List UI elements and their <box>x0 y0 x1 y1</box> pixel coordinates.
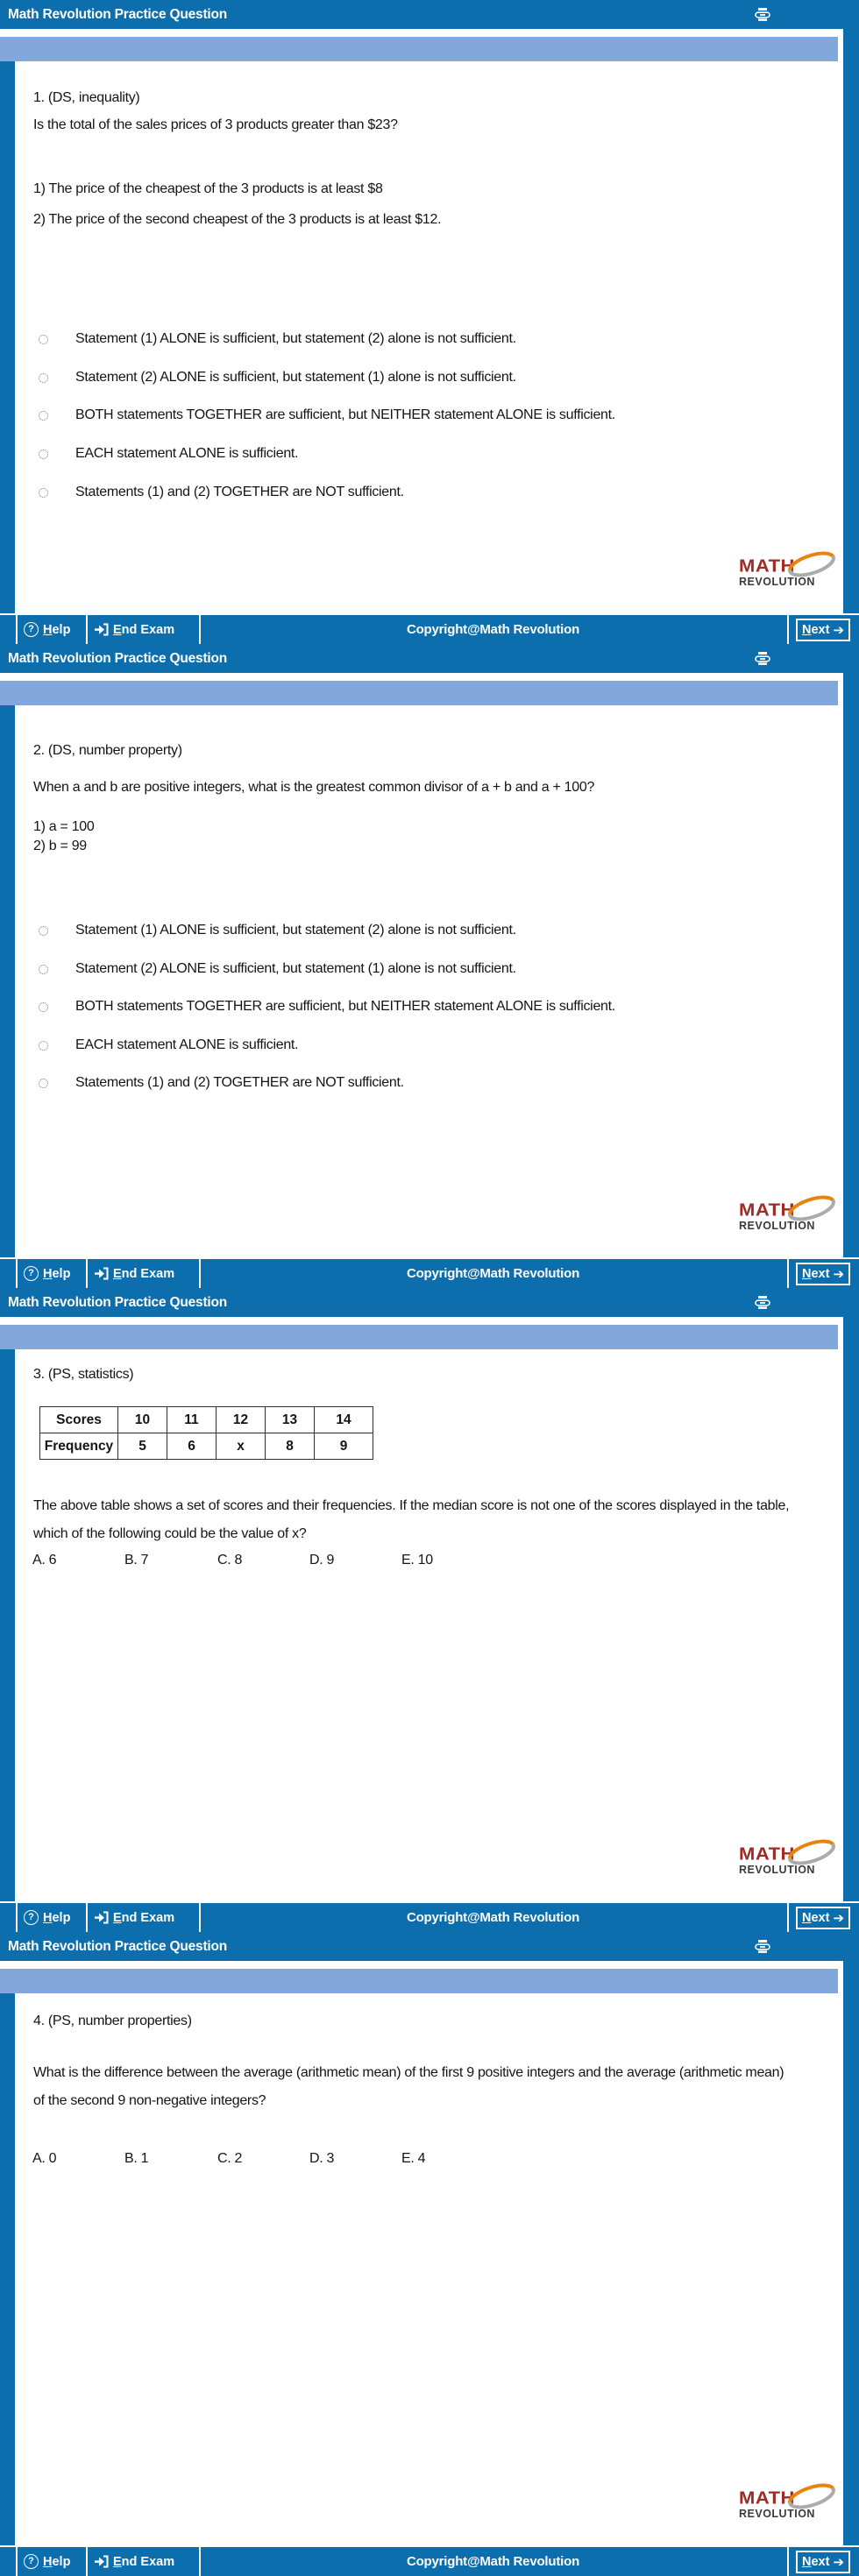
choice-c[interactable]: C. 8 <box>217 1553 243 1568</box>
logo-swoosh-icon <box>784 1193 839 1223</box>
next-button-label: Next <box>802 623 830 637</box>
footer-separator <box>86 615 88 644</box>
choice-e[interactable]: E. 10 <box>401 1553 433 1568</box>
scores-header-row <box>40 1407 373 1433</box>
radio-button[interactable] <box>39 1002 48 1012</box>
table-cell: 8 <box>266 1433 315 1460</box>
logo-revolution-text: REVOLUTION <box>739 1864 815 1876</box>
question-label: 4. (PS, number properties) <box>33 2013 192 2028</box>
question-stem: What is the difference between the average (arithmetic mean) of the first 9 positive integers and the average (arithmetic mean) of the second 9 non-negative integers? <box>33 2065 784 2108</box>
header-band <box>0 1325 838 1349</box>
footer-toolbar <box>0 2545 859 2576</box>
help-button[interactable] <box>24 2547 70 2576</box>
next-arrow-icon: ➔ <box>833 622 845 638</box>
header-band <box>0 1969 838 1993</box>
end-exam-icon <box>94 623 109 636</box>
question-panel-4 <box>0 1932 859 2576</box>
table-cell: 13 <box>266 1407 315 1433</box>
question-paper <box>0 673 843 1257</box>
copyright-text: Copyright@Math Revolution <box>406 2554 580 2569</box>
answer-option-label: Statement (2) ALONE is sufficient, but statement (1) alone is not sufficient. <box>75 961 516 976</box>
radio-button[interactable] <box>39 335 48 344</box>
table-cell: 5 <box>118 1433 167 1460</box>
question-label: 1. (DS, inequality) <box>33 90 140 105</box>
next-button[interactable] <box>796 1263 850 1285</box>
logo-revolution-text: REVOLUTION <box>739 1220 815 1232</box>
table-cell: 6 <box>167 1433 217 1460</box>
scores-table <box>39 1406 373 1460</box>
choice-c[interactable]: C. 2 <box>217 2151 243 2166</box>
help-button-label: Help <box>43 2554 71 2569</box>
answer-option-row <box>39 1075 404 1091</box>
window-titlebar <box>0 1288 859 1317</box>
footer-toolbar <box>0 1901 859 1932</box>
footer-separator <box>16 1903 18 1932</box>
logo-math-text: MATH <box>739 1200 795 1220</box>
help-button[interactable] <box>24 1903 70 1932</box>
math-revolution-logo <box>739 2488 841 2533</box>
copyright-text: Copyright@Math Revolution <box>406 622 580 637</box>
choice-e[interactable]: E. 4 <box>401 2151 426 2166</box>
end-exam-button[interactable] <box>94 615 174 644</box>
help-button-label: Help <box>43 1910 71 1925</box>
answer-choices <box>0 1553 843 1572</box>
frequency-row <box>40 1433 373 1460</box>
radio-button[interactable] <box>39 1041 48 1051</box>
end-exam-button[interactable] <box>94 1259 174 1288</box>
answer-option-label: Statement (1) ALONE is sufficient, but statement (2) alone is not sufficient. <box>75 923 516 938</box>
header-band <box>0 681 838 705</box>
math-revolution-logo <box>739 556 841 601</box>
answer-option-row <box>39 370 516 386</box>
radio-button[interactable] <box>39 488 48 498</box>
next-button[interactable] <box>796 619 850 641</box>
left-margin-strip <box>0 61 15 613</box>
copyright-text: Copyright@Math Revolution <box>406 1910 580 1925</box>
question-label: 3. (PS, statistics) <box>33 1367 134 1382</box>
answer-option-label: Statements (1) and (2) TOGETHER are NOT sufficient. <box>75 1075 404 1090</box>
logo-swoosh-icon <box>784 549 839 579</box>
window-title: Math Revolution Practice Question <box>8 1939 228 1954</box>
footer-separator <box>86 1259 88 1288</box>
window-titlebar <box>0 644 859 673</box>
logo-swoosh-icon <box>784 1837 839 1867</box>
window-titlebar <box>0 1932 859 1961</box>
question-paper <box>0 29 843 613</box>
printer-icon[interactable] <box>755 1939 770 1954</box>
left-margin-strip <box>0 1993 15 2545</box>
left-margin-strip <box>0 1349 15 1901</box>
table-cell: 14 <box>315 1407 373 1433</box>
table-cell: 10 <box>118 1407 167 1433</box>
printer-icon[interactable] <box>755 651 770 666</box>
table-cell: 11 <box>167 1407 217 1433</box>
end-exam-button[interactable] <box>94 2547 174 2576</box>
end-exam-button-label: End Exam <box>113 622 175 637</box>
answer-option-row <box>39 999 615 1015</box>
footer-separator <box>16 2547 18 2576</box>
answer-option-row <box>39 1037 298 1053</box>
end-exam-button-label: End Exam <box>113 2554 175 2569</box>
answer-option-label: Statement (1) ALONE is sufficient, but statement (2) alone is not sufficient. <box>75 331 516 346</box>
footer-separator <box>787 1903 789 1932</box>
next-arrow-icon: ➔ <box>833 1910 845 1926</box>
end-exam-button-label: End Exam <box>113 1266 175 1281</box>
answer-option-label: EACH statement ALONE is sufficient. <box>75 1037 299 1052</box>
help-icon: ? <box>24 622 39 637</box>
radio-button[interactable] <box>39 965 48 974</box>
left-margin-strip <box>0 705 15 1257</box>
radio-button[interactable] <box>39 926 48 936</box>
footer-toolbar <box>0 1257 859 1288</box>
answer-option-label: BOTH statements TOGETHER are sufficient, but NEITHER statement ALONE is sufficient. <box>75 407 615 422</box>
footer-separator <box>86 1903 88 1932</box>
logo-swoosh-icon <box>784 2481 839 2511</box>
window-titlebar <box>0 0 859 29</box>
statement-1: 1) The price of the cheapest of the 3 products is at least $8 <box>33 181 383 196</box>
help-button-label: Help <box>43 1266 71 1281</box>
logo-revolution-text: REVOLUTION <box>739 2508 815 2520</box>
next-arrow-icon: ➔ <box>833 2554 845 2570</box>
answer-option-label: BOTH statements TOGETHER are sufficient, but NEITHER statement ALONE is sufficient. <box>75 999 615 1014</box>
choice-a[interactable]: A. 6 <box>32 1553 57 1568</box>
radio-button[interactable] <box>39 1079 48 1088</box>
answer-option-row <box>39 485 404 500</box>
end-exam-button[interactable] <box>94 1903 174 1932</box>
footer-separator <box>787 1259 789 1288</box>
question-paper <box>0 1317 843 1901</box>
end-exam-button-label: End Exam <box>113 1910 175 1925</box>
help-icon: ? <box>24 1910 39 1925</box>
footer-separator <box>16 615 18 644</box>
help-icon: ? <box>24 2554 39 2569</box>
window-title: Math Revolution Practice Question <box>8 651 228 666</box>
window-title: Math Revolution Practice Question <box>8 1295 228 1310</box>
table-cell: 12 <box>217 1407 266 1433</box>
answer-option-label: Statements (1) and (2) TOGETHER are NOT sufficient. <box>75 485 404 499</box>
radio-button[interactable] <box>39 373 48 383</box>
question-stem: When a and b are positive integers, what is the greatest common divisor of a + b and a + 100? <box>33 780 595 795</box>
next-button[interactable] <box>796 1907 850 1929</box>
end-exam-icon <box>94 2555 109 2568</box>
question-panel-1 <box>0 0 859 644</box>
math-revolution-logo <box>739 1200 841 1245</box>
choice-b[interactable]: B. 7 <box>124 1553 149 1568</box>
question-paper <box>0 1961 843 2545</box>
end-exam-icon <box>94 1911 109 1924</box>
next-button-label: Next <box>802 1267 830 1281</box>
printer-icon[interactable] <box>755 7 770 22</box>
radio-button[interactable] <box>39 449 48 459</box>
copyright-text: Copyright@Math Revolution <box>406 1266 580 1281</box>
footer-separator <box>16 1259 18 1288</box>
answer-choices <box>0 2151 843 2170</box>
window-title: Math Revolution Practice Question <box>8 7 228 22</box>
next-button-label: Next <box>802 2555 830 2569</box>
logo-math-text: MATH <box>739 1844 795 1864</box>
choice-d[interactable]: D. 9 <box>309 1553 335 1568</box>
help-button-label: Help <box>43 622 71 637</box>
question-stem: Is the total of the sales prices of 3 products greater than $23? <box>33 117 398 132</box>
next-button[interactable] <box>796 2551 850 2573</box>
answer-option-label: EACH statement ALONE is sufficient. <box>75 446 299 461</box>
next-button-label: Next <box>802 1911 830 1925</box>
statement-2: 2) b = 99 <box>33 839 87 853</box>
logo-math-text: MATH <box>739 2488 795 2508</box>
table-cell: 9 <box>315 1433 373 1460</box>
logo-revolution-text: REVOLUTION <box>739 576 815 588</box>
next-arrow-icon: ➔ <box>833 1266 845 1282</box>
table-cell: x <box>217 1433 266 1460</box>
help-icon: ? <box>24 1266 39 1281</box>
answer-option-row <box>39 961 516 977</box>
radio-button[interactable] <box>39 411 48 421</box>
statement-1: 1) a = 100 <box>33 819 95 834</box>
answer-option-label: Statement (2) ALONE is sufficient, but statement (1) alone is not sufficient. <box>75 370 516 385</box>
choice-d[interactable]: D. 3 <box>309 2151 335 2166</box>
choice-a[interactable]: A. 0 <box>32 2151 57 2166</box>
help-button[interactable] <box>24 615 70 644</box>
logo-math-text: MATH <box>739 556 795 576</box>
question-panel-3 <box>0 1288 859 1932</box>
printer-icon[interactable] <box>755 1295 770 1310</box>
question-panel-2 <box>0 644 859 1288</box>
statement-2: 2) The price of the second cheapest of the 3 products is at least $12. <box>33 212 442 227</box>
footer-separator <box>787 2547 789 2576</box>
header-band <box>0 37 838 61</box>
math-revolution-logo <box>739 1844 841 1889</box>
table-cell: Scores <box>40 1407 118 1433</box>
end-exam-icon <box>94 1267 109 1280</box>
question-stem: The above table shows a set of scores and their frequencies. If the median score is not one of the scores displayed in the table, which of the following could be the value of x? <box>33 1498 790 1541</box>
answer-option-row <box>39 331 516 347</box>
answer-option-row <box>39 446 298 462</box>
choice-b[interactable]: B. 1 <box>124 2151 149 2166</box>
help-button[interactable] <box>24 1259 70 1288</box>
footer-separator <box>787 615 789 644</box>
table-cell: Frequency <box>40 1433 118 1460</box>
footer-toolbar <box>0 613 859 644</box>
question-label: 2. (DS, number property) <box>33 743 182 758</box>
answer-option-row <box>39 407 615 423</box>
footer-separator <box>86 2547 88 2576</box>
answer-option-row <box>39 923 516 938</box>
